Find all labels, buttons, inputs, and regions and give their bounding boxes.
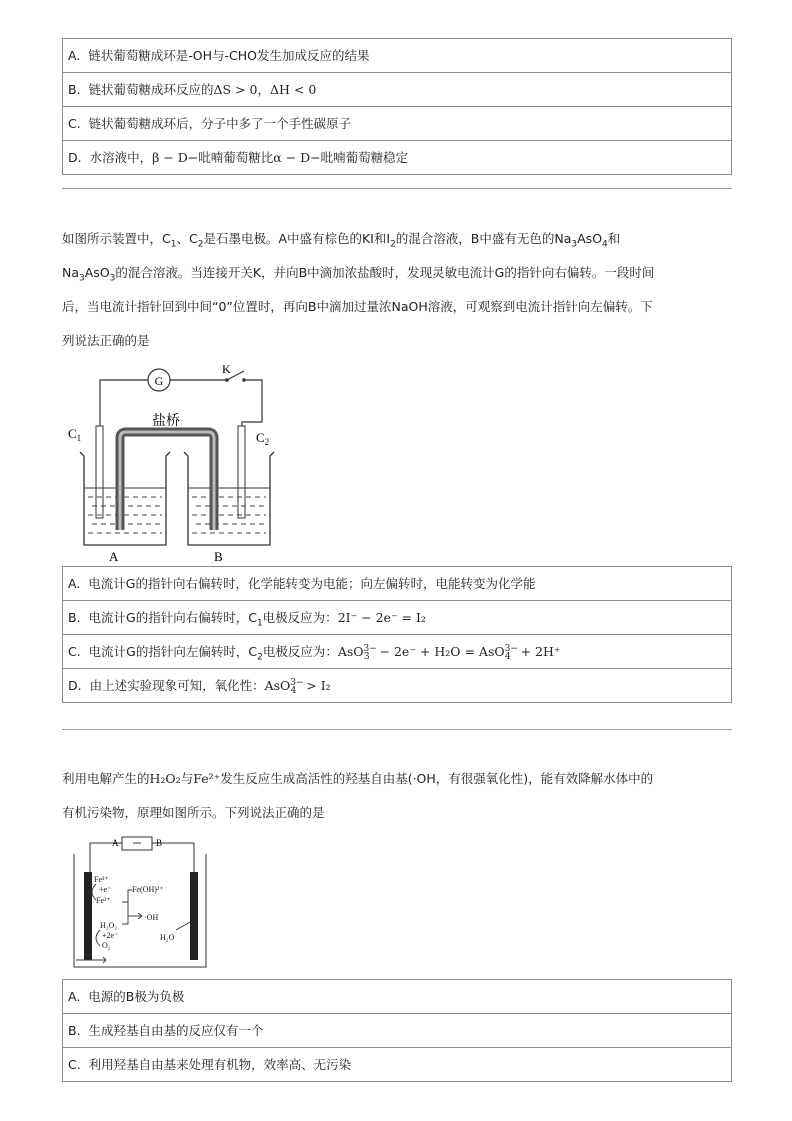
- cathode: [84, 872, 92, 960]
- math-beta: β − D−: [152, 149, 199, 165]
- fe2-label: Fe²⁺: [96, 896, 111, 905]
- option-text: 水溶液中，: [89, 149, 153, 165]
- option-letter: D.: [68, 677, 82, 693]
- option-text: 电极反应为：: [262, 643, 338, 659]
- option-text: 链状葡萄糖成环后，分子中多了一个手性碳原子: [88, 115, 352, 131]
- h2o2-label: H₂O₂: [100, 921, 118, 930]
- q3-option-b[interactable]: [63, 1014, 732, 1048]
- q2-option-a[interactable]: [63, 567, 732, 601]
- electrode-c1: [96, 426, 103, 518]
- anode: [190, 872, 198, 960]
- option-letter: C.: [68, 115, 81, 131]
- beaker-a-label: A: [109, 549, 119, 564]
- q2-option-d[interactable]: [63, 669, 732, 703]
- q1-option-c[interactable]: [63, 107, 732, 141]
- q2-options-table: [62, 566, 732, 703]
- switch-label: K: [222, 362, 231, 376]
- q3-option-a[interactable]: [63, 980, 732, 1014]
- q1-option-a[interactable]: [63, 39, 732, 73]
- option-text: 电流计G的指针向左偏转时，C: [88, 643, 258, 659]
- option-text: 电源的B极为负极: [88, 988, 185, 1004]
- terminal-a-label: A: [112, 838, 119, 848]
- math-alpha: α − D−: [273, 149, 321, 165]
- terminal-b-label: B: [156, 838, 163, 848]
- math-enthalpy: ΔH < 0: [270, 81, 317, 97]
- option-text: 利用羟基自由基来处理有机物，效率高、无污染: [88, 1056, 352, 1072]
- electrolysis-diagram: [66, 832, 216, 974]
- switch-contact: [242, 378, 246, 382]
- option-text: 电流计G的指针向右偏转时，化学能转变为电能；向左偏转时，电能转变为化学能: [88, 575, 536, 591]
- option-text: 电极反应为：: [262, 609, 338, 625]
- option-letter: A.: [68, 47, 81, 63]
- q1-option-b[interactable]: [63, 73, 732, 107]
- q1-option-d[interactable]: [63, 141, 732, 175]
- q2-option-b[interactable]: B. 电流计G的指针向右偏转时，$C_1$电极反应为：2I⁻ − 2e⁻ = I₂: [63, 601, 732, 635]
- option-text: 生成羟基自由基的反应仅有一个: [88, 1022, 264, 1038]
- electron-label: +2e⁻: [102, 931, 119, 940]
- galvanic-cell-diagram: [62, 360, 292, 565]
- option-text: 吡喃葡萄糖比: [198, 149, 274, 165]
- option-letter: C.: [68, 1056, 81, 1072]
- equation: AsO$^{3-}_4$ > I₂: [264, 677, 331, 696]
- q2-option-c[interactable]: C. 电流计G的指针向左偏转时，$C_2$电极反应为：AsO$^{3-}_3$ − 2e⁻ + H₂O = AsO$^{3-}_4$ + 2H⁺: [63, 635, 732, 669]
- stem-line: 利用电解产生的H₂O₂与Fe²⁺发生反应生成高活性的羟基自由基(·OH，有很强氧化性)，能有效降解水体中的: [62, 771, 654, 786]
- electrode-c2: [238, 426, 245, 518]
- math-entropy: ΔS > 0: [213, 81, 258, 97]
- stem-line: 后，当电流计指针回到中间“0”位置时，再向B中滴加过量浓NaOH溶液，可观察到电流计指针向左偏转。下: [62, 299, 653, 314]
- galvanometer-label: G: [154, 374, 164, 388]
- option-text: 吡喃葡萄糖稳定: [320, 149, 409, 165]
- option-text: 链状葡萄糖成环反应的: [88, 81, 214, 97]
- comma: ，: [257, 81, 271, 97]
- option-letter: B.: [68, 609, 81, 625]
- q3-stem: [62, 762, 734, 830]
- q3-option-c[interactable]: [63, 1048, 732, 1082]
- option-letter: C.: [68, 643, 81, 659]
- o2-label: O₂: [102, 941, 111, 950]
- beaker-b-label: B: [214, 549, 223, 564]
- salt-bridge-label: 盐桥: [152, 413, 180, 429]
- beaker-a: [80, 452, 170, 545]
- q3-options-table: [62, 979, 732, 1082]
- switch-contact: [225, 378, 229, 382]
- stem-line: 列说法正确的是: [62, 333, 150, 348]
- electron-label: +e⁻: [99, 885, 112, 894]
- option-letter: B.: [68, 1022, 81, 1038]
- q2-stem: [62, 222, 734, 358]
- stem-line: $Na_3AsO_3$的混合溶液。当连接开关K，并向B中滴加浓盐酸时，发现灵敏电流计G的指针向右偏转。一段时间: [62, 265, 655, 284]
- q1-options-table: [62, 38, 732, 175]
- option-text: 链状葡萄糖成环是-OH与-CHO发生加成反应的结果: [88, 47, 370, 63]
- option-letter: D.: [68, 149, 82, 165]
- option-letter: A.: [68, 988, 81, 1004]
- option-text: 由上述实验现象可知，氧化性：: [89, 677, 265, 693]
- hydroxyl-radical-label: ·OH: [144, 913, 159, 922]
- stem-line: 有机污染物，原理如图所示。下列说法正确的是: [62, 805, 325, 820]
- option-letter: B.: [68, 81, 81, 97]
- electrode-c2-label: $C_2$: [256, 430, 270, 447]
- electrode-c1-label: $C_1$: [68, 426, 82, 443]
- question-separator: [62, 188, 732, 189]
- stem-line: 如图所示装置中，$C_1$、$C_2$是石墨电极。A中盛有棕色的KI和$I_2$的混合溶液，B中盛有无色的$Na_3AsO_4$和: [62, 231, 621, 250]
- feoh-label: Fe(OH)²⁺: [132, 885, 164, 894]
- equation: 2I⁻ − 2e⁻ = I₂: [337, 609, 426, 625]
- option-letter: A.: [68, 575, 81, 591]
- equation: AsO$^{3-}_3$ − 2e⁻ + H₂O = AsO$^{3-}_4$ + 2H⁺: [337, 643, 561, 662]
- water-label: H₂O: [160, 933, 175, 942]
- fe3-label: Fe³⁺: [94, 875, 109, 884]
- option-text: 电流计G的指针向右偏转时，C: [88, 609, 257, 625]
- beaker-b: [184, 452, 274, 545]
- question-separator: [62, 729, 732, 730]
